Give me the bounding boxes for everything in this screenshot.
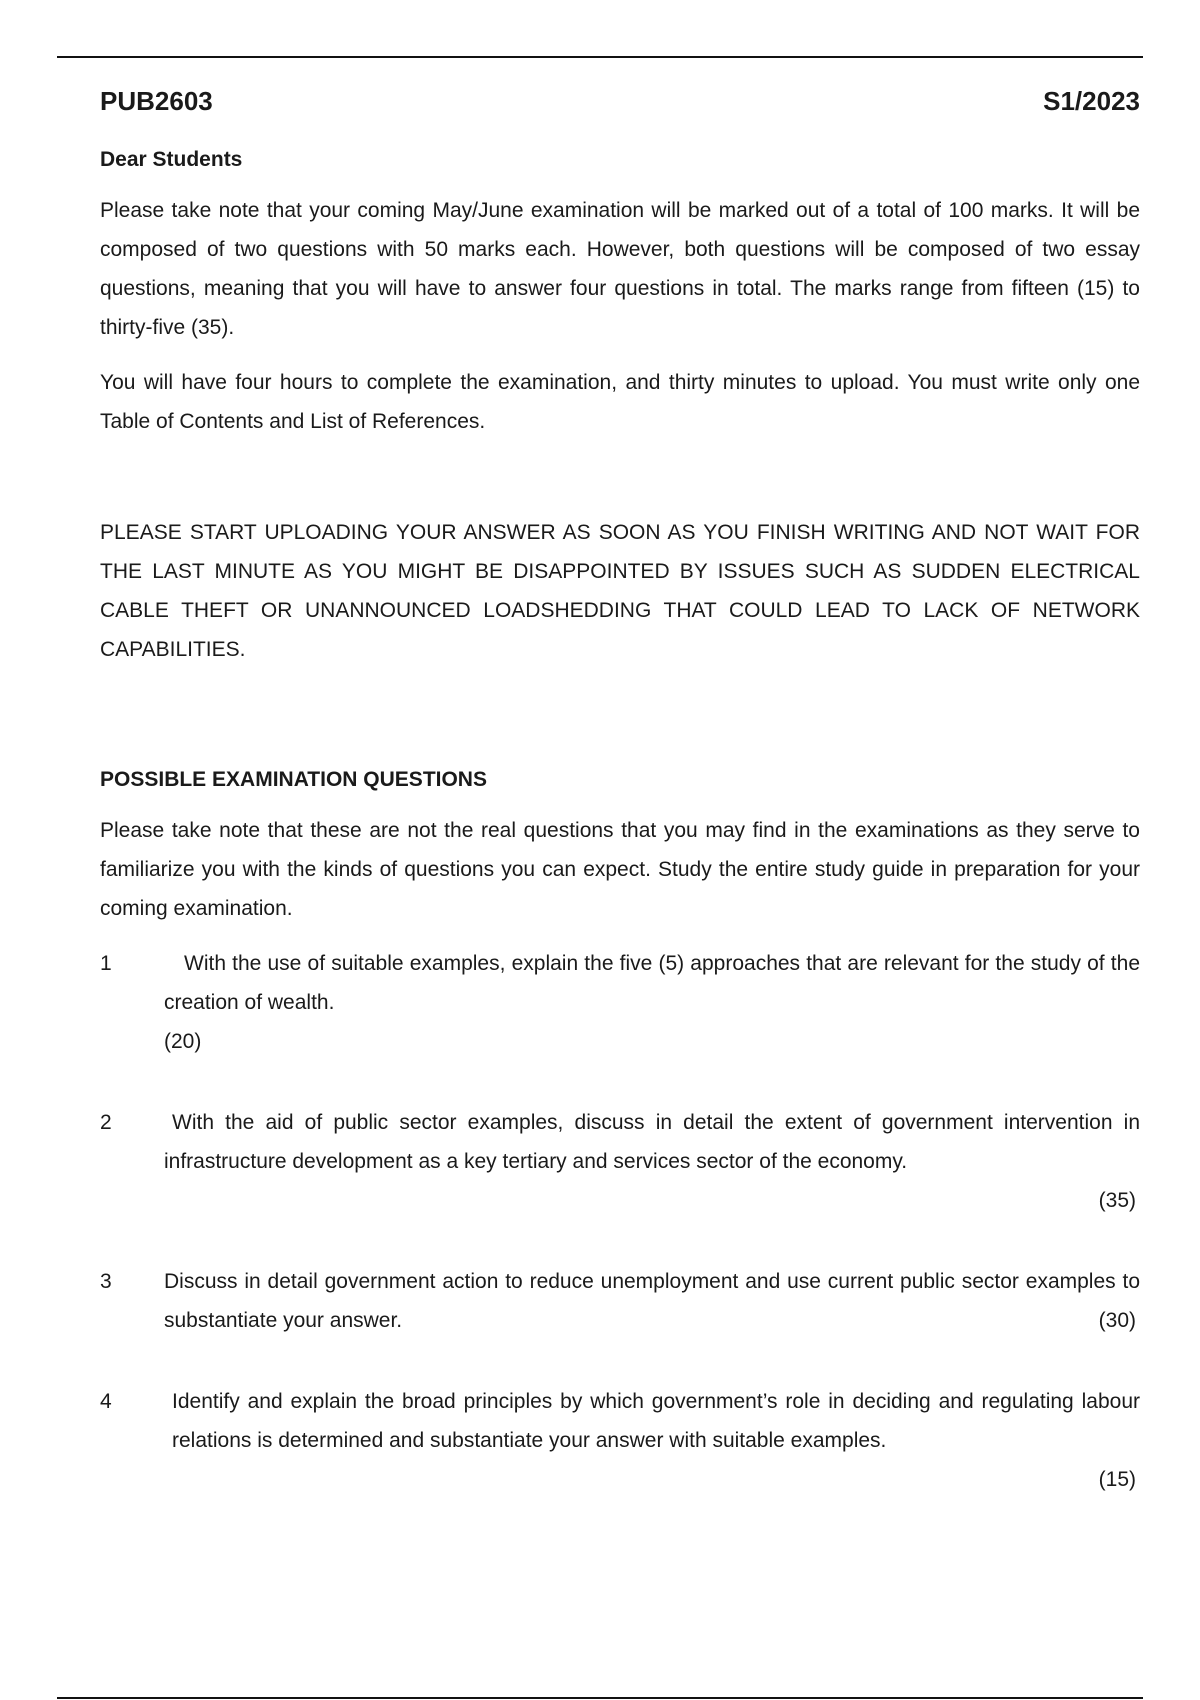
question-list bbox=[100, 944, 1140, 1499]
paragraph-upload-warning: PLEASE START UPLOADING YOUR ANSWER AS SOON AS YOU FINISH WRITING AND NOT WAIT FOR THE LAST MINUTE AS YOU MIGHT BE DISAPPOINTED BY ISSUES SUCH AS SUDDEN ELECTRICAL CABLE THEFT OR UNANNOUNCED LOADSHEDDING THAT COULD LEAD TO LACK OF NETWORK CAPABILITIES. bbox=[100, 521, 1140, 661]
question-text: Discuss in detail government action to reduce unemployment and use current public sector examples to substantiate your answer. bbox=[164, 1270, 1140, 1332]
section-title: POSSIBLE EXAMINATION QUESTIONS bbox=[100, 768, 487, 791]
paragraph-marks-info: Please take note that your coming May/June examination will be marked out of a total of 100 marks. It will be composed of two questions with 50 marks each. However, both questions will be composed of two essay questions, meaning that you will have to answer four questions in total. The marks range from fifteen (15) to thirty-five (35). bbox=[100, 199, 1140, 339]
question-text: With the use of suitable examples, explain the five (5) approaches that are relevant for the study of the creation of wealth. bbox=[164, 952, 1140, 1014]
question-marks: (30) bbox=[1098, 1309, 1136, 1332]
question-marks: (20) bbox=[164, 1030, 202, 1053]
question-marks: (35) bbox=[1098, 1189, 1136, 1212]
module-code: PUB2603 bbox=[100, 86, 213, 116]
bottom-rule bbox=[57, 1697, 1143, 1699]
question-text: Identify and explain the broad principles by which government’s role in deciding and regulating labour relations is determined and substantiate your answer with suitable examples. bbox=[172, 1390, 1140, 1452]
document-header bbox=[100, 84, 1140, 118]
paragraph-time-info: You will have four hours to complete the examination, and thirty minutes to upload. You must write only one Table of Contents and List of References. bbox=[100, 371, 1140, 433]
question-item bbox=[100, 1382, 1140, 1499]
question-number: 3 bbox=[100, 1270, 112, 1293]
question-text: With the aid of public sector examples, discuss in detail the extent of government intervention in infrastructure development as a key tertiary and services sector of the economy. bbox=[164, 1111, 1140, 1173]
salutation: Dear Students bbox=[100, 148, 243, 171]
question-item bbox=[100, 1103, 1140, 1220]
top-rule bbox=[57, 56, 1143, 58]
question-number: 2 bbox=[100, 1111, 112, 1134]
semester-code: S1/2023 bbox=[1043, 86, 1140, 116]
document-page bbox=[100, 84, 1140, 1499]
question-number: 1 bbox=[100, 952, 112, 975]
question-item bbox=[100, 944, 1140, 1061]
question-marks: (15) bbox=[1098, 1468, 1136, 1491]
section-intro: Please take note that these are not the real questions that you may find in the examinations as they serve to familiarize you with the kinds of questions you can expect. Study the entire study guide in preparation for your coming examination. bbox=[100, 819, 1140, 920]
question-item bbox=[100, 1262, 1140, 1340]
question-number: 4 bbox=[100, 1390, 112, 1413]
